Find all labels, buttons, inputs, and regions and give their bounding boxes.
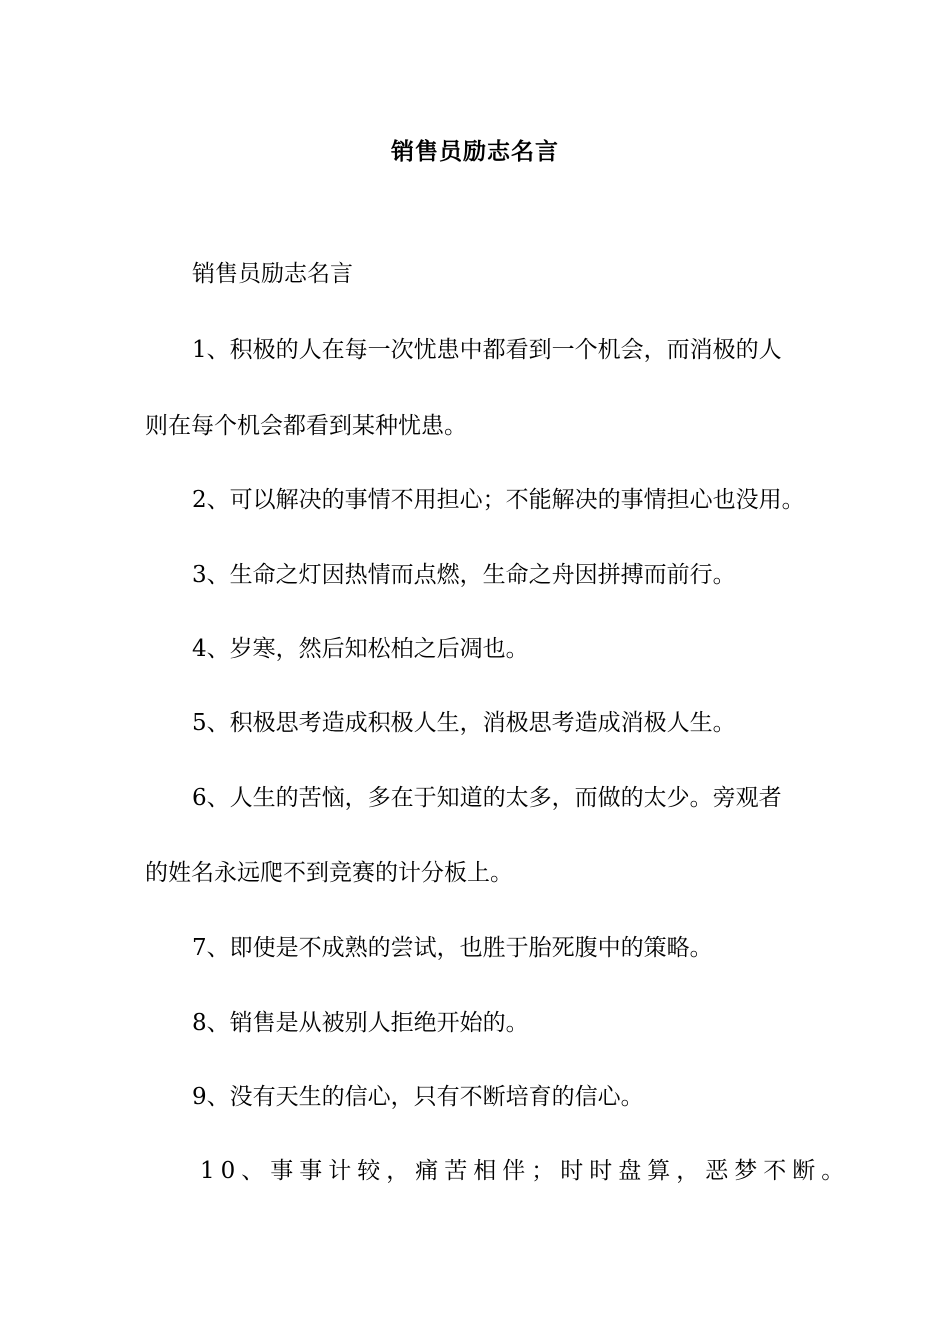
quote-line-1: 1、积极的人在每一次忧患中都看到一个机会，而消极的人 — [192, 337, 782, 363]
quote-line-10: 10、事事计较，痛苦相伴；时时盘算，恶梦不断。 — [200, 1158, 851, 1184]
quote-line-3: 3、生命之灯因热情而点燃，生命之舟因拼搏而前行。 — [192, 562, 736, 588]
quote-line-5: 5、积极思考造成积极人生，消极思考造成消极人生。 — [192, 710, 736, 736]
quote-line-1-cont: 则在每个机会都看到某种忧患。 — [145, 413, 467, 439]
quote-line-8: 8、销售是从被别人拒绝开始的。 — [192, 1010, 529, 1036]
quote-line-6-cont: 的姓名永远爬不到竞赛的计分板上。 — [145, 860, 513, 886]
quote-line-9: 9、没有天生的信心，只有不断培育的信心。 — [192, 1084, 644, 1110]
quote-line-2: 2、可以解决的事情不用担心；不能解决的事情担心也没用。 — [192, 487, 805, 513]
quote-line-4: 4、岁寒，然后知松柏之后凋也。 — [192, 636, 529, 662]
quote-line-6: 6、人生的苦恼，多在于知道的太多，而做的太少。旁观者 — [192, 785, 782, 811]
quote-line-7: 7、即使是不成熟的尝试，也胜于胎死腹中的策略。 — [192, 935, 713, 961]
section-heading: 销售员励志名言 — [192, 261, 353, 287]
document-title: 销售员励志名言 — [391, 139, 559, 165]
